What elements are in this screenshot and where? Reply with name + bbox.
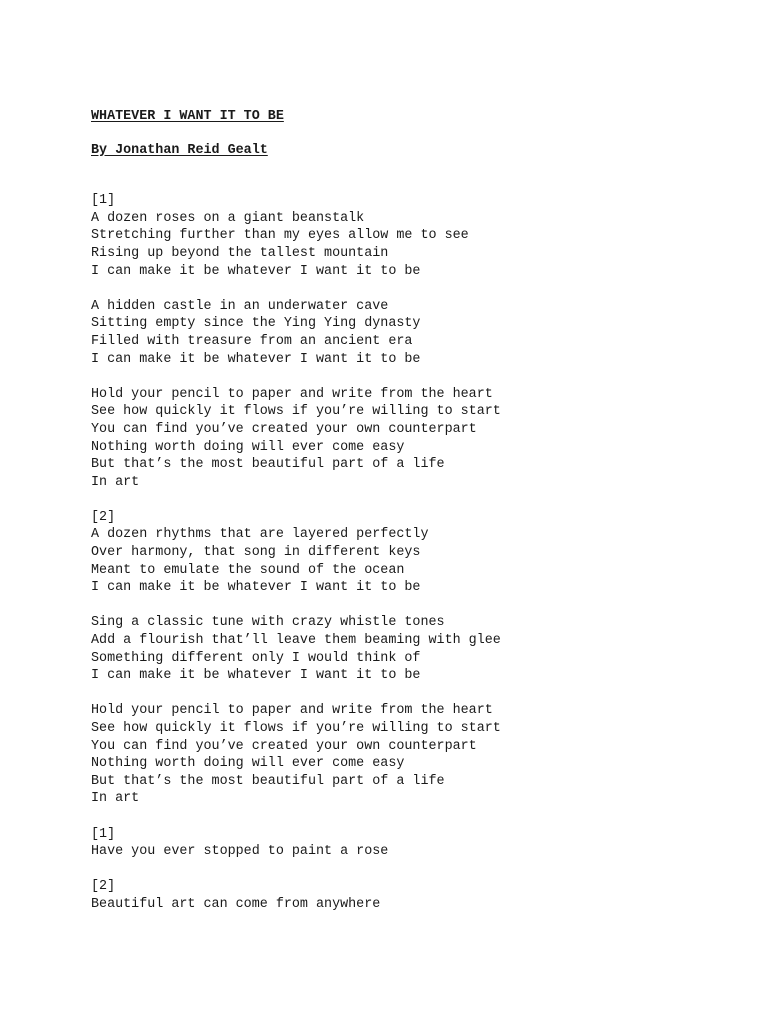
lyric-line: Rising up beyond the tallest mountain (91, 245, 389, 261)
lyric-line: See how quickly it flows if you’re willing to start (91, 721, 501, 736)
lyric-line: Nothing worth doing will ever come easy (91, 439, 405, 455)
stanza-break (91, 491, 751, 509)
lyric-line: Something different only I would think of (91, 650, 421, 666)
lyric-line: A hidden castle in an underwater cave (91, 298, 389, 314)
stanza-break (91, 368, 751, 386)
lyric-line: Sing a classic tune with crazy whistle tones (91, 615, 445, 631)
lyric-line: See how quickly it flows if you’re willing to start (91, 404, 501, 420)
lyric-line: You can find you’ve created your own counterpart (91, 421, 477, 437)
lyric-line: I can make it be whatever I want it to be (91, 668, 421, 684)
lyric-line: Nothing worth doing will ever come easy (91, 756, 405, 772)
stanza-break (91, 808, 751, 826)
lyric-line: But that’s the most beautiful part of a life (91, 773, 445, 789)
lyric-line: Have you ever stopped to paint a rose (91, 844, 389, 860)
lyric-line: You can find you’ve created your own counterpart (91, 738, 477, 754)
lyric-line: I can make it be whatever I want it to be (91, 580, 421, 596)
lyric-line: Filled with treasure from an ancient era (91, 333, 413, 349)
lyrics-body (91, 192, 751, 913)
lyric-line: In art (91, 474, 140, 490)
lyric-line: Add a flourish that’ll leave them beaming with glee (91, 633, 501, 649)
lyric-line: [1] (91, 193, 116, 209)
lyric-line: Hold your pencil to paper and write from the heart (91, 703, 493, 719)
lyric-line: I can make it be whatever I want it to be (91, 263, 421, 279)
lyric-line: Sitting empty since the Ying Ying dynasty (91, 316, 421, 332)
lyric-line: I can make it be whatever I want it to be (91, 351, 421, 367)
lyric-line: [2] (91, 509, 116, 525)
stanza-break (91, 597, 751, 615)
lyric-line: A dozen roses on a giant beanstalk (91, 210, 365, 226)
stanza-break (91, 280, 751, 298)
stanza-break (91, 861, 751, 879)
lyric-line: Hold your pencil to paper and write from the heart (91, 386, 493, 402)
lyric-line: [2] (91, 879, 116, 895)
stanza-break (91, 685, 751, 703)
document-page (91, 108, 751, 914)
song-byline: By Jonathan Reid Gealt (91, 142, 268, 158)
lyric-line: Over harmony, that song in different keys (91, 545, 421, 561)
lyric-line: In art (91, 791, 140, 807)
lyric-line: But that’s the most beautiful part of a life (91, 457, 445, 473)
song-title: WHATEVER I WANT IT TO BE (91, 109, 284, 124)
lyric-line: Beautiful art can come from anywhere (91, 896, 381, 912)
lyric-line: A dozen rhythms that are layered perfectly (91, 527, 429, 543)
lyric-line: Meant to emulate the sound of the ocean (91, 562, 405, 578)
lyric-line: Stretching further than my eyes allow me to see (91, 228, 469, 244)
lyric-line: [1] (91, 826, 116, 842)
